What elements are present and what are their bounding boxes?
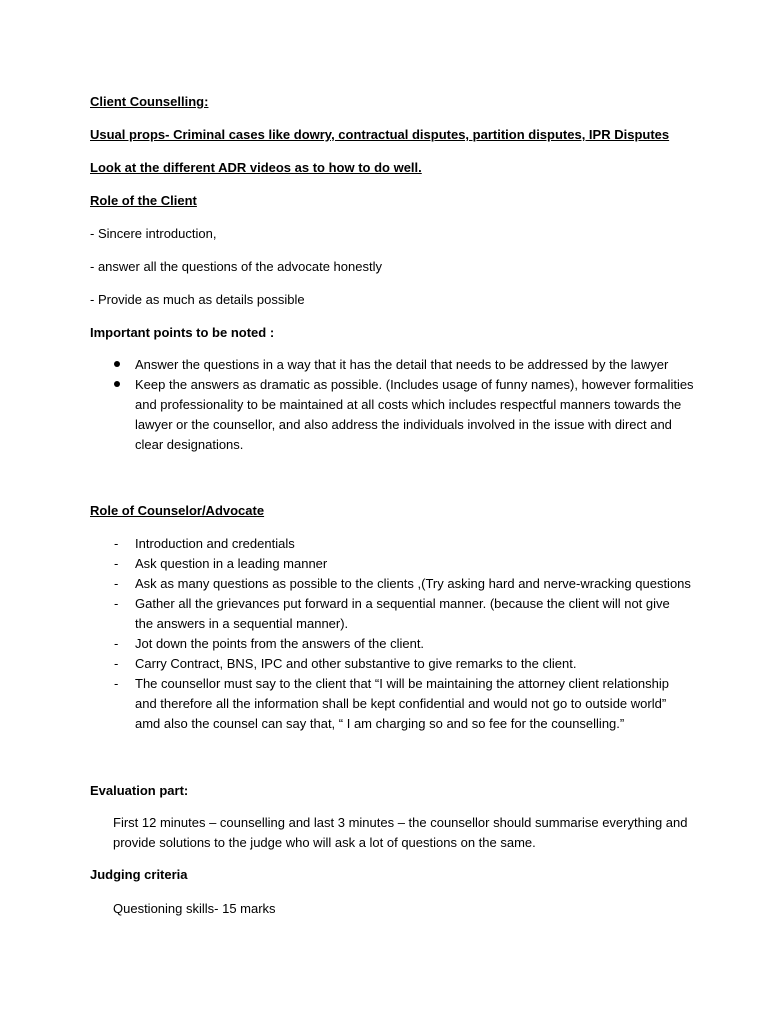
evaluation-line: First 12 minutes – counselling and last 3 minutes – the counsellor should summarise everything and bbox=[113, 815, 688, 830]
dash-marker-icon: - bbox=[114, 596, 119, 611]
judging-title: Judging criteria bbox=[90, 867, 188, 882]
usual-props-line: Usual props- Criminal cases like dowry, contractual disputes, partition disputes, IPR Disputes bbox=[90, 127, 670, 142]
counselor-item-line: Ask question in a leading manner bbox=[135, 556, 328, 571]
bullet-dot-icon bbox=[114, 361, 120, 367]
judging-item: Questioning skills- 15 marks bbox=[113, 901, 276, 916]
important-bullet-line: clear designations. bbox=[135, 437, 244, 452]
counselor-item-line: Introduction and credentials bbox=[135, 536, 295, 551]
dash-marker-icon: - bbox=[114, 556, 119, 571]
evaluation-line: provide solutions to the judge who will ask a lot of questions on the same. bbox=[113, 835, 536, 850]
counselor-item-line: Gather all the grievances put forward in a sequential manner. (because the client will not give bbox=[135, 596, 670, 611]
important-bullet-line: lawyer or the counsellor, and also address the individuals involved in the issue with direct and bbox=[135, 417, 672, 432]
dash-marker-icon: - bbox=[114, 536, 119, 551]
adr-note-line: Look at the different ADR videos as to how to do well. bbox=[90, 160, 422, 175]
counselor-item-line: Jot down the points from the answers of the client. bbox=[135, 636, 425, 651]
bullet-dot-icon bbox=[114, 381, 120, 387]
counselor-role-title: Role of Counselor/Advocate bbox=[90, 503, 265, 518]
dash-marker-icon: - bbox=[114, 576, 119, 591]
counselor-item-line: Carry Contract, BNS, IPC and other substantive to give remarks to the client. bbox=[135, 656, 577, 671]
dash-marker-icon: - bbox=[114, 656, 119, 671]
dash-marker-icon: - bbox=[114, 676, 119, 691]
client-role-item: - answer all the questions of the advocate honestly bbox=[90, 259, 382, 274]
counselor-item-line: and therefore all the information shall be kept confidential and would not go to outside world” bbox=[135, 696, 667, 711]
document-heading: Client Counselling: bbox=[90, 94, 209, 109]
client-role-title: Role of the Client bbox=[90, 193, 197, 208]
counselor-item-line: The counsellor must say to the client that “I will be maintaining the attorney client relationship bbox=[135, 676, 669, 691]
important-bullet-line: Keep the answers as dramatic as possible. (Includes usage of funny names), however formalities bbox=[135, 377, 694, 392]
counselor-item-line: the answers in a sequential manner). bbox=[135, 616, 349, 631]
counselor-item-line: Ask as many questions as possible to the clients ,(Try asking hard and nerve-wracking questions bbox=[135, 576, 691, 591]
important-points-title: Important points to be noted : bbox=[90, 325, 275, 340]
counselor-item-line: amd also the counsel can say that, “ I am charging so and so fee for the counselling.” bbox=[135, 716, 625, 731]
client-role-item: - Sincere introduction, bbox=[90, 226, 217, 241]
dash-marker-icon: - bbox=[114, 636, 119, 651]
important-bullet-line: and professionality to be maintained at all costs which includes respectful manners towards the bbox=[135, 397, 682, 412]
evaluation-title: Evaluation part: bbox=[90, 783, 189, 798]
client-role-item: - Provide as much as details possible bbox=[90, 292, 305, 307]
important-bullet-line: Answer the questions in a way that it has the detail that needs to be addressed by the lawyer bbox=[135, 357, 669, 372]
